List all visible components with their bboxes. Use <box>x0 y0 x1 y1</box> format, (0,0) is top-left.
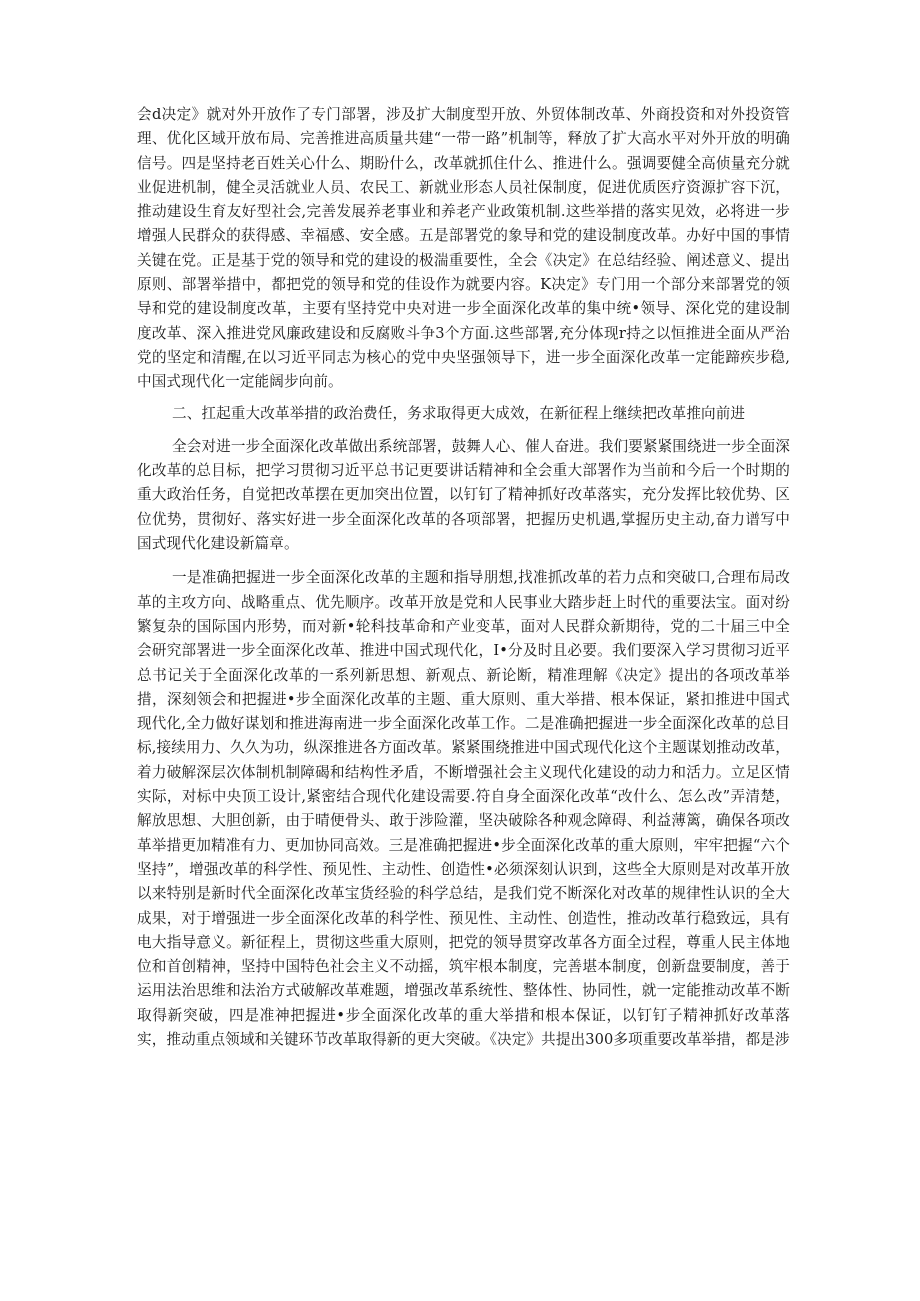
paragraph-opening-continuation: 会d决定》就对外开放作了专门部署，涉及扩大制度型开放、外贸体制改革、外商投资和对外投资管理、优化区域开放布局、完善推进高质量共建“一带一路”机制等，释放了扩大高水平对外开放的明确信号。四是坚持老百姓关心什么、期盼什么，改革就抓住什么、推进什么。强调要健全高侦量充分就业促进机制，健全灵活就业人员、农民工、新就业形态人员社保制度，促进优质医疗资源扩容下沉，推动建设生育友好型社会,完善发展养老事业和养老产业政策机制.这些举措的落实见效，必将进一步增强人民群众的获得感、幸福感、安全感。五是部署党的象导和党的建设制度改革。办好中国的事情关键在党。正是基于党的领导和党的建设的极湍重要性，全会《决定》在总结经验、阐述意义、提出原则、部署举措中，都把党的领导和党的佳设作为就要内容。K决定》专门用一个部分来部署党的领导和党的建设制度改革，主要有坚持党中央对进一步全面深化改革的集中统•领导、深化党的建设制度改革、深入推进党风廉政建设和反腐败斗争3个方面.这些部署,充分体现r持之以恒推进全面从严治党的坚定和清醒,在以习近平同志为核心的党中央坚强领导下，进一步全面深化改革一定能蹄疾步稳,中国式现代化一定能阔步向前。 <box>137 106 790 391</box>
paragraph-reform-points: 一是准确把握进一步全面深化改革的主题和指导朋想,找准抓改革的若力点和突破口,合理布局改革的主攻方向、战略重点、优先顺序。改革开放是党和人民事业大踏步赶上时代的重要法宝。面对纷繁复杂的国际国内形势，而对新•轮科技革命和产业变革，面对人民群众新期待，党的二十届三中全会研究部署进一步全面深化改革、推进中国式现代化，I•分及时且必要。我们要深入学习贯彻习近平总书记关于全面深化改革的一系列新思想、新观点、新论断，精准理解《决定》提出的各项改革举措，深刻领会和把握进•步全面深化改革的主题、重大原则、重大举措、根本保证，紧扣推进中国式现代化,全力做好谋划和推进海南进一步全面深化改革工作。二是准确把握进一步全面深化改革的总目标,接续用力、久久为功，纵深推进各方面改革。紧紧围绕推进中国式现代化这个主题谋划推动改革，着力破解深层次体制机制障碣和结构性矛盾，不断增强社会主义现代化建设的动力和活力。立足区情实际，对标中央顶工设计,紧密结合现代化建设需要.符自身全面深化改革“改什么、怎么改”弄清楚，解放思想、大胆创新，由于晴便骨头、敢于涉险灌，坚决破除各种观念障碍、利益薄篱，确保各项改革举措更加精准有力、更加协同高效。三是准确把握进•步全面深化改革的重大原则，牢牢把握“六个坚持”，增强改革的科学性、预见性、主动性、创造性•必须深刻认识到，这些全大原则是对改革开放以来特别是新时代全面深化改革宝货经验的科学总结，是我们党不断深化对改革的规律性认识的全大成果，对于增强进一步全面深化改革的科学性、预见性、主动性、创造性，推动改革行稳致远，具有电大指导意义。新征程上，贯彻这些重大原则，把党的领导贯穿改革各方面全过程，尊重人民主体地位和首创精神，坚持中国特色社会主义不动摇，筑牢根本制度，完善堪本制度，创新盘要制度，善于运用法治思维和法治方式破解改革难题，增强改革系统性、整体性、协同性，就一定能推动改革不断取得新突破，四是准神把握进•步全面深化改革的重大举措和根本保证，以钉钉子精神抓好改革落实，推动重点领域和关键环节改革取得新的更大突破。《决定》共提出300多项重要改革举措，都是涉 <box>137 569 790 1048</box>
paragraph-section-intro: 全会对进一步全面深化改革做出系统部署，鼓舞人心、催人奋进。我们要紧紧围绕进一步全面深化改革的总目标，把学习贯彻习近平总书记更要讲话精神和全会重大部署作为当前和今后一个时期的重大政治任务，自觉把改革摆在更加突出位置，以钉钉了精神抓好改革落实，充分发挥比较优势、区位优势，贯彻好、落实好进一步全面深化改革的各项部署，把握历史机遇,掌握历史主动,奋力谱写中国式现代化建设新篇章。 <box>137 437 790 553</box>
section-heading-two: 二、扛起重大改革举措的政治费任，务求取得更大成效，在新征程上继续把改革推向前进 <box>172 404 746 422</box>
